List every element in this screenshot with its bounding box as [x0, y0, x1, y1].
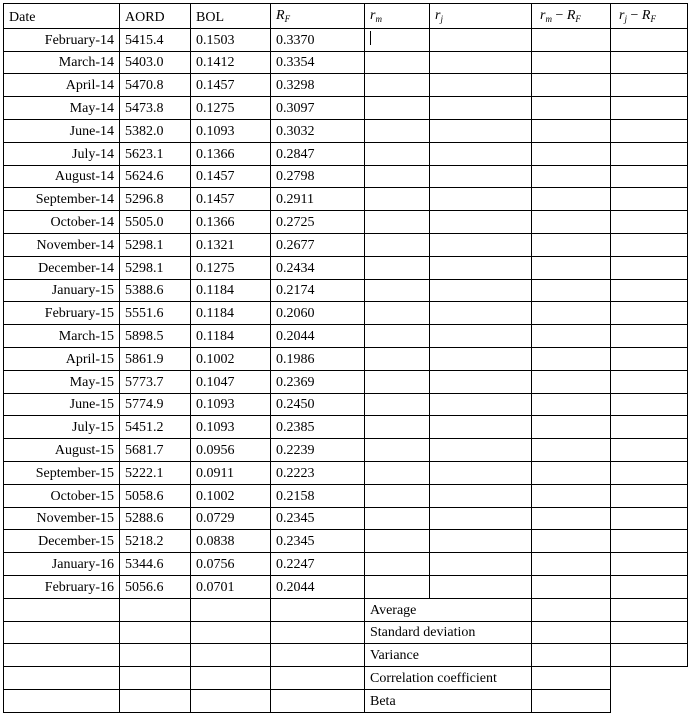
cell-rj-minus-rf[interactable]	[611, 188, 688, 211]
cell-aord: 5296.8	[120, 188, 191, 211]
header-rm-minus-rf	[532, 4, 611, 29]
cell-date: November-15	[4, 507, 120, 530]
cell-rj-minus-rf[interactable]	[611, 347, 688, 370]
cell-rm-minus-rf[interactable]	[532, 575, 611, 598]
summary-empty-cell[interactable]	[120, 621, 191, 644]
text-cursor	[370, 31, 371, 45]
cell-aord: 5623.1	[120, 142, 191, 165]
cell-date: January-16	[4, 553, 120, 576]
cell-rf: 0.2247	[271, 553, 365, 576]
summary-empty-cell[interactable]	[4, 598, 120, 621]
cell-bol: 0.1366	[191, 142, 271, 165]
cell-date: May-14	[4, 97, 120, 120]
cell-rj-minus-rf[interactable]	[611, 142, 688, 165]
summary-label-std-dev: Standard deviation	[365, 621, 532, 644]
cell-bol: 0.1457	[191, 74, 271, 97]
cell-rm-minus-rf[interactable]	[532, 51, 611, 74]
cell-aord: 5403.0	[120, 51, 191, 74]
cell-rf: 0.2434	[271, 256, 365, 279]
cell-rm[interactable]	[365, 97, 430, 120]
cell-rm-minus-rf[interactable]	[532, 279, 611, 302]
cell-bol: 0.1366	[191, 211, 271, 234]
returns-table	[3, 3, 688, 713]
cell-date: June-15	[4, 393, 120, 416]
cell-aord: 5298.1	[120, 256, 191, 279]
cell-rm[interactable]	[365, 439, 430, 462]
cell-rf: 0.2044	[271, 575, 365, 598]
cell-rj-minus-rf[interactable]	[611, 233, 688, 256]
summary-empty-cell[interactable]	[271, 644, 365, 667]
cell-aord: 5861.9	[120, 347, 191, 370]
cell-date: August-15	[4, 439, 120, 462]
cell-date: June-14	[4, 119, 120, 142]
cell-rj[interactable]	[430, 165, 532, 188]
header-rj-minus-rf	[611, 4, 688, 29]
cell-bol: 0.1321	[191, 233, 271, 256]
cell-bol: 0.0756	[191, 553, 271, 576]
cell-date: November-14	[4, 233, 120, 256]
cell-bol: 0.0838	[191, 530, 271, 553]
cell-rm-minus-rf[interactable]	[532, 530, 611, 553]
cell-rj[interactable]	[430, 256, 532, 279]
summary-value-cell[interactable]	[532, 621, 611, 644]
cell-rm-minus-rf[interactable]	[532, 507, 611, 530]
summary-empty-cell[interactable]	[191, 621, 271, 644]
cell-aord: 5473.8	[120, 97, 191, 120]
cell-rj-minus-rf[interactable]	[611, 370, 688, 393]
summary-value-cell[interactable]	[611, 598, 688, 621]
table-row	[4, 507, 688, 530]
table-row	[4, 28, 688, 51]
cell-rj-minus-rf[interactable]	[611, 51, 688, 74]
summary-row-beta	[4, 689, 688, 712]
cell-rj[interactable]	[430, 302, 532, 325]
table-row	[4, 97, 688, 120]
cell-bol: 0.1184	[191, 279, 271, 302]
cell-date: February-16	[4, 575, 120, 598]
cell-rj-minus-rf[interactable]	[611, 507, 688, 530]
cell-aord: 5298.1	[120, 233, 191, 256]
header-rf-symbol: R	[276, 8, 285, 23]
cell-aord: 5056.6	[120, 575, 191, 598]
cell-rj[interactable]	[430, 325, 532, 348]
table-row	[4, 119, 688, 142]
cell-rj[interactable]	[430, 28, 532, 51]
cell-rj[interactable]	[430, 97, 532, 120]
summary-value-cell[interactable]	[611, 621, 688, 644]
summary-row-correlation	[4, 667, 688, 690]
cell-rm-minus-rf[interactable]	[532, 416, 611, 439]
header-row	[4, 4, 688, 29]
cell-rj-minus-rf[interactable]	[611, 119, 688, 142]
cell-rm[interactable]	[365, 188, 430, 211]
cell-aord: 5624.6	[120, 165, 191, 188]
table-row	[4, 370, 688, 393]
cell-bol: 0.1093	[191, 119, 271, 142]
cell-bol: 0.0729	[191, 507, 271, 530]
cell-date: April-14	[4, 74, 120, 97]
cell-aord: 5218.2	[120, 530, 191, 553]
cell-bol: 0.1093	[191, 416, 271, 439]
table-row	[4, 325, 688, 348]
summary-empty-cell[interactable]	[271, 598, 365, 621]
header-bol: BOL	[191, 4, 271, 29]
cell-rf: 0.2223	[271, 461, 365, 484]
cell-bol: 0.1412	[191, 51, 271, 74]
cell-rf: 0.2174	[271, 279, 365, 302]
cell-rf: 0.2060	[271, 302, 365, 325]
cell-aord: 5774.9	[120, 393, 191, 416]
cell-bol: 0.1503	[191, 28, 271, 51]
cell-aord: 5388.6	[120, 279, 191, 302]
cell-aord: 5288.6	[120, 507, 191, 530]
cell-rj[interactable]	[430, 188, 532, 211]
cell-bol: 0.1457	[191, 165, 271, 188]
summary-empty-cell[interactable]	[191, 689, 271, 712]
summary-empty-cell[interactable]	[4, 621, 120, 644]
cell-rf: 0.2158	[271, 484, 365, 507]
summary-empty-cell[interactable]	[120, 644, 191, 667]
cell-rj[interactable]	[430, 370, 532, 393]
summary-label-correlation: Correlation coefficient	[365, 667, 532, 690]
header-rj	[430, 4, 532, 29]
cell-bol: 0.1275	[191, 256, 271, 279]
cell-rj[interactable]	[430, 530, 532, 553]
cell-date: September-15	[4, 461, 120, 484]
table-row	[4, 279, 688, 302]
table-row	[4, 439, 688, 462]
cell-bol: 0.1184	[191, 302, 271, 325]
cell-rm[interactable]	[365, 393, 430, 416]
cell-rf: 0.3032	[271, 119, 365, 142]
cell-rj-minus-rf[interactable]	[611, 165, 688, 188]
cell-rf: 0.2725	[271, 211, 365, 234]
cell-rf: 0.2345	[271, 530, 365, 553]
table-row	[4, 575, 688, 598]
header-rm-minus-rf-op: −	[551, 8, 567, 23]
cell-date: May-15	[4, 370, 120, 393]
table-row	[4, 484, 688, 507]
summary-empty-cell[interactable]	[271, 667, 365, 690]
cell-aord: 5551.6	[120, 302, 191, 325]
cell-aord: 5681.7	[120, 439, 191, 462]
cell-rj-minus-rf[interactable]	[611, 325, 688, 348]
table-row	[4, 302, 688, 325]
cell-rm-minus-rf[interactable]	[532, 393, 611, 416]
cell-rj-minus-rf[interactable]	[611, 530, 688, 553]
cell-rj[interactable]	[430, 507, 532, 530]
cell-aord: 5344.6	[120, 553, 191, 576]
summary-empty-cell[interactable]	[271, 689, 365, 712]
table-row	[4, 256, 688, 279]
cell-rf: 0.2369	[271, 370, 365, 393]
cell-rf: 0.2385	[271, 416, 365, 439]
cell-aord: 5415.4	[120, 28, 191, 51]
summary-empty-cell[interactable]	[191, 598, 271, 621]
header-rf	[271, 4, 365, 29]
cell-rm-minus-rf[interactable]	[532, 439, 611, 462]
header-date: Date	[4, 4, 120, 29]
cell-date: August-14	[4, 165, 120, 188]
summary-value-cell[interactable]	[532, 644, 611, 667]
cell-rj-minus-rf[interactable]	[611, 211, 688, 234]
cell-rm-minus-rf[interactable]	[532, 347, 611, 370]
header-rm-minus-rf-a-sub: m	[545, 14, 552, 24]
cell-bol: 0.1275	[191, 97, 271, 120]
cell-rj-minus-rf[interactable]	[611, 302, 688, 325]
cell-rf: 0.2677	[271, 233, 365, 256]
cell-rj[interactable]	[430, 279, 532, 302]
cell-rm-minus-rf[interactable]	[532, 256, 611, 279]
header-rj-minus-rf-b: R	[641, 8, 651, 23]
header-rj-symbol: r	[435, 8, 441, 23]
cell-bol: 0.1093	[191, 393, 271, 416]
cell-date: April-15	[4, 347, 120, 370]
cell-rj[interactable]	[430, 51, 532, 74]
worksheet-page	[3, 3, 687, 715]
cell-rf: 0.2345	[271, 507, 365, 530]
header-rj-minus-rf-op: −	[626, 8, 642, 23]
cell-aord: 5222.1	[120, 461, 191, 484]
cell-rm[interactable]	[365, 302, 430, 325]
header-rm	[365, 4, 430, 29]
cell-rm-minus-rf[interactable]	[532, 553, 611, 576]
table-row	[4, 165, 688, 188]
summary-blank-cell	[611, 667, 688, 690]
cell-rj[interactable]	[430, 484, 532, 507]
header-rf-subscript: F	[284, 14, 291, 24]
summary-value-cell[interactable]	[532, 689, 611, 712]
summary-row-average	[4, 598, 688, 621]
header-rm-minus-rf-a: r	[540, 8, 546, 23]
header-aord: AORD	[120, 4, 191, 29]
header-rm-minus-rf-b-sub: F	[575, 14, 581, 24]
cell-rf: 0.2911	[271, 188, 365, 211]
summary-blank-cell	[611, 689, 688, 712]
cell-rm-minus-rf[interactable]	[532, 188, 611, 211]
cell-rj[interactable]	[430, 416, 532, 439]
summary-empty-cell[interactable]	[120, 689, 191, 712]
cell-rm-minus-rf[interactable]	[532, 484, 611, 507]
cell-rm[interactable]	[365, 553, 430, 576]
cell-bol: 0.0911	[191, 461, 271, 484]
summary-label-beta: Beta	[365, 689, 532, 712]
cell-rm[interactable]	[365, 256, 430, 279]
table-row	[4, 393, 688, 416]
summary-row-std-dev	[4, 621, 688, 644]
table-row	[4, 416, 688, 439]
summary-empty-cell[interactable]	[191, 644, 271, 667]
table-row	[4, 347, 688, 370]
cell-bol: 0.1002	[191, 347, 271, 370]
cell-rj[interactable]	[430, 74, 532, 97]
cell-rm-minus-rf[interactable]	[532, 142, 611, 165]
cell-rj-minus-rf[interactable]	[611, 416, 688, 439]
cell-rj[interactable]	[430, 142, 532, 165]
cell-rj-minus-rf[interactable]	[611, 256, 688, 279]
cell-rf: 0.2847	[271, 142, 365, 165]
cell-rm[interactable]	[365, 347, 430, 370]
header-rj-minus-rf-a: r	[619, 8, 625, 23]
cell-rm-minus-rf[interactable]	[532, 461, 611, 484]
summary-label-average: Average	[365, 598, 532, 621]
cell-rm[interactable]	[365, 461, 430, 484]
cell-rm-minus-rf[interactable]	[532, 325, 611, 348]
table-row	[4, 211, 688, 234]
cell-rj-minus-rf[interactable]	[611, 97, 688, 120]
table-row	[4, 553, 688, 576]
cell-rf: 0.3298	[271, 74, 365, 97]
summary-empty-cell[interactable]	[271, 621, 365, 644]
cell-aord: 5451.2	[120, 416, 191, 439]
cell-bol: 0.0956	[191, 439, 271, 462]
header-rj-minus-rf-a-sub: j	[624, 14, 627, 24]
table-row	[4, 461, 688, 484]
cell-rm[interactable]	[365, 165, 430, 188]
cell-date: July-15	[4, 416, 120, 439]
cell-rj-minus-rf[interactable]	[611, 28, 688, 51]
cell-rj-minus-rf[interactable]	[611, 74, 688, 97]
cell-date: September-14	[4, 188, 120, 211]
header-rj-subscript: j	[440, 14, 443, 24]
cell-rj-minus-rf[interactable]	[611, 279, 688, 302]
cell-rf: 0.2239	[271, 439, 365, 462]
cell-rf: 0.2044	[271, 325, 365, 348]
cell-rm[interactable]	[365, 233, 430, 256]
summary-empty-cell[interactable]	[4, 644, 120, 667]
header-rj-minus-rf-b-sub: F	[650, 14, 656, 24]
cell-rm-minus-rf[interactable]	[532, 119, 611, 142]
cell-bol: 0.1184	[191, 325, 271, 348]
cell-rj[interactable]	[430, 119, 532, 142]
cell-rm[interactable]	[365, 28, 430, 51]
cell-rj-minus-rf[interactable]	[611, 553, 688, 576]
cell-date: July-14	[4, 142, 120, 165]
cell-aord: 5898.5	[120, 325, 191, 348]
table-row	[4, 74, 688, 97]
cell-aord: 5505.0	[120, 211, 191, 234]
header-rm-subscript: m	[375, 14, 382, 24]
cell-bol: 0.1002	[191, 484, 271, 507]
table-row	[4, 233, 688, 256]
cell-rm-minus-rf[interactable]	[532, 370, 611, 393]
cell-aord: 5058.6	[120, 484, 191, 507]
cell-aord: 5382.0	[120, 119, 191, 142]
cell-rm-minus-rf[interactable]	[532, 74, 611, 97]
cell-date: December-14	[4, 256, 120, 279]
header-rm-symbol: r	[370, 8, 376, 23]
cell-rj[interactable]	[430, 439, 532, 462]
summary-value-cell[interactable]	[532, 598, 611, 621]
cell-date: January-15	[4, 279, 120, 302]
cell-date: February-14	[4, 28, 120, 51]
cell-rf: 0.3354	[271, 51, 365, 74]
summary-value-cell[interactable]	[611, 644, 688, 667]
cell-rj-minus-rf[interactable]	[611, 393, 688, 416]
table-row	[4, 51, 688, 74]
table-row	[4, 530, 688, 553]
cell-rj-minus-rf[interactable]	[611, 484, 688, 507]
table-row	[4, 188, 688, 211]
summary-empty-cell[interactable]	[191, 667, 271, 690]
cell-date: October-15	[4, 484, 120, 507]
cell-rm[interactable]	[365, 211, 430, 234]
summary-empty-cell[interactable]	[4, 689, 120, 712]
header-rm-minus-rf-b: R	[566, 8, 576, 23]
cell-rf: 0.1986	[271, 347, 365, 370]
cell-rm[interactable]	[365, 507, 430, 530]
cell-rm[interactable]	[365, 119, 430, 142]
cell-bol: 0.1047	[191, 370, 271, 393]
cell-date: March-15	[4, 325, 120, 348]
cell-bol: 0.1457	[191, 188, 271, 211]
cell-rj-minus-rf[interactable]	[611, 439, 688, 462]
cell-rj-minus-rf[interactable]	[611, 575, 688, 598]
cell-rm[interactable]	[365, 370, 430, 393]
summary-empty-cell[interactable]	[120, 598, 191, 621]
cell-date: February-15	[4, 302, 120, 325]
cell-rm-minus-rf[interactable]	[532, 233, 611, 256]
cell-bol: 0.0701	[191, 575, 271, 598]
cell-rm-minus-rf[interactable]	[532, 97, 611, 120]
summary-row-variance	[4, 644, 688, 667]
cell-rj[interactable]	[430, 461, 532, 484]
cell-rj[interactable]	[430, 233, 532, 256]
cell-rm-minus-rf[interactable]	[532, 211, 611, 234]
cell-aord: 5470.8	[120, 74, 191, 97]
cell-rm[interactable]	[365, 575, 430, 598]
cell-rm[interactable]	[365, 416, 430, 439]
cell-date: March-14	[4, 51, 120, 74]
cell-rm-minus-rf[interactable]	[532, 28, 611, 51]
cell-rj[interactable]	[430, 575, 532, 598]
cell-date: October-14	[4, 211, 120, 234]
cell-rm[interactable]	[365, 74, 430, 97]
cell-rf: 0.3370	[271, 28, 365, 51]
cell-rj[interactable]	[430, 347, 532, 370]
cell-rm[interactable]	[365, 530, 430, 553]
cell-rj[interactable]	[430, 393, 532, 416]
cell-rm[interactable]	[365, 325, 430, 348]
cell-rf: 0.2798	[271, 165, 365, 188]
cell-rf: 0.2450	[271, 393, 365, 416]
cell-date: December-15	[4, 530, 120, 553]
summary-empty-cell[interactable]	[4, 667, 120, 690]
cell-rm-minus-rf[interactable]	[532, 165, 611, 188]
cell-rj[interactable]	[430, 553, 532, 576]
summary-empty-cell[interactable]	[120, 667, 191, 690]
cell-aord: 5773.7	[120, 370, 191, 393]
summary-value-cell[interactable]	[532, 667, 611, 690]
cell-rj-minus-rf[interactable]	[611, 461, 688, 484]
cell-rm[interactable]	[365, 142, 430, 165]
cell-rj[interactable]	[430, 211, 532, 234]
cell-rm-minus-rf[interactable]	[532, 302, 611, 325]
cell-rm[interactable]	[365, 51, 430, 74]
cell-rm[interactable]	[365, 279, 430, 302]
table-row	[4, 142, 688, 165]
cell-rf: 0.3097	[271, 97, 365, 120]
summary-label-variance: Variance	[365, 644, 532, 667]
cell-rm[interactable]	[365, 484, 430, 507]
